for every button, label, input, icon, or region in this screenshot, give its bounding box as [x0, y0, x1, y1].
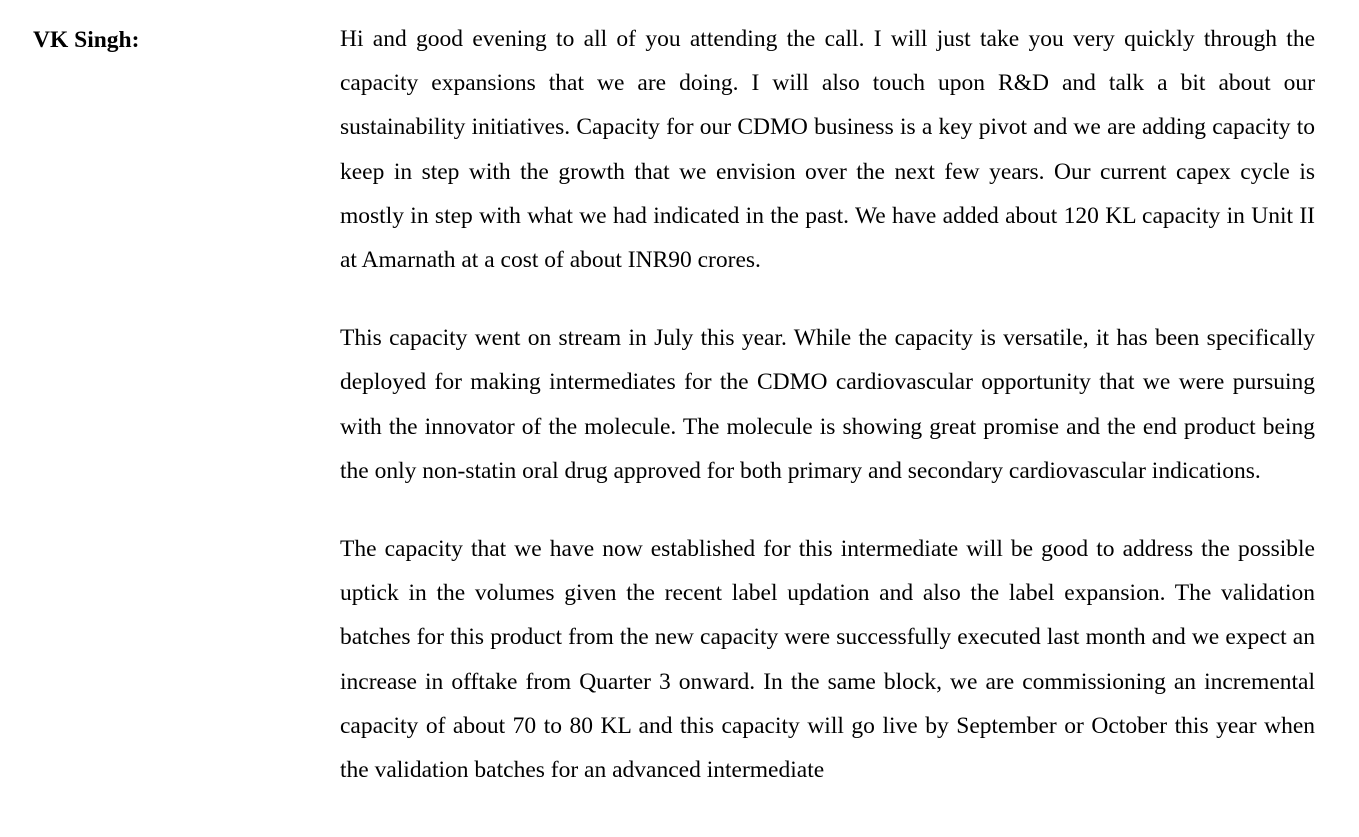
- remarks-paragraph-3: The capacity that we have now established for this intermediate will be good to address the possible uptick in the volumes given the recent label updation and also the label expansion. The validation batches for this product from the new capacity were successfully executed last month and we expect an increase in offtake from Quarter 3 onward. In the same block, we are commissioning an incremental capacity of about 70 to 80 KL and this capacity will go live by September or October this year when the validation batches for an advanced intermediate: [340, 536, 1315, 784]
- remarks-paragraph-2: This capacity went on stream in July this year. While the capacity is versatile, it has been specifically deployed for making intermediates for the CDMO cardiovascular opportunity that we were pursuing with the innovator of the molecule. The molecule is showing great promise and the end product being the only non-statin oral drug approved for both primary and secondary cardiovascular indications.: [340, 325, 1315, 484]
- speaker-name: VK Singh:: [33, 27, 140, 53]
- remarks-paragraph-1: Hi and good evening to all of you attending the call. I will just take you very quickly through the capacity expansions that we are doing. I will also touch upon R&D and talk a bit about our sustainability initiatives. Capacity for our CDMO business is a key pivot and we are adding capacity to keep in step with the growth that we envision over the next few years. Our current capex cycle is mostly in step with what we had indicated in the past. We have added about 120 KL capacity in Unit II at Amarnath at a cost of about INR90 crores.: [340, 26, 1315, 274]
- speaker-remarks: [340, 17, 1315, 826]
